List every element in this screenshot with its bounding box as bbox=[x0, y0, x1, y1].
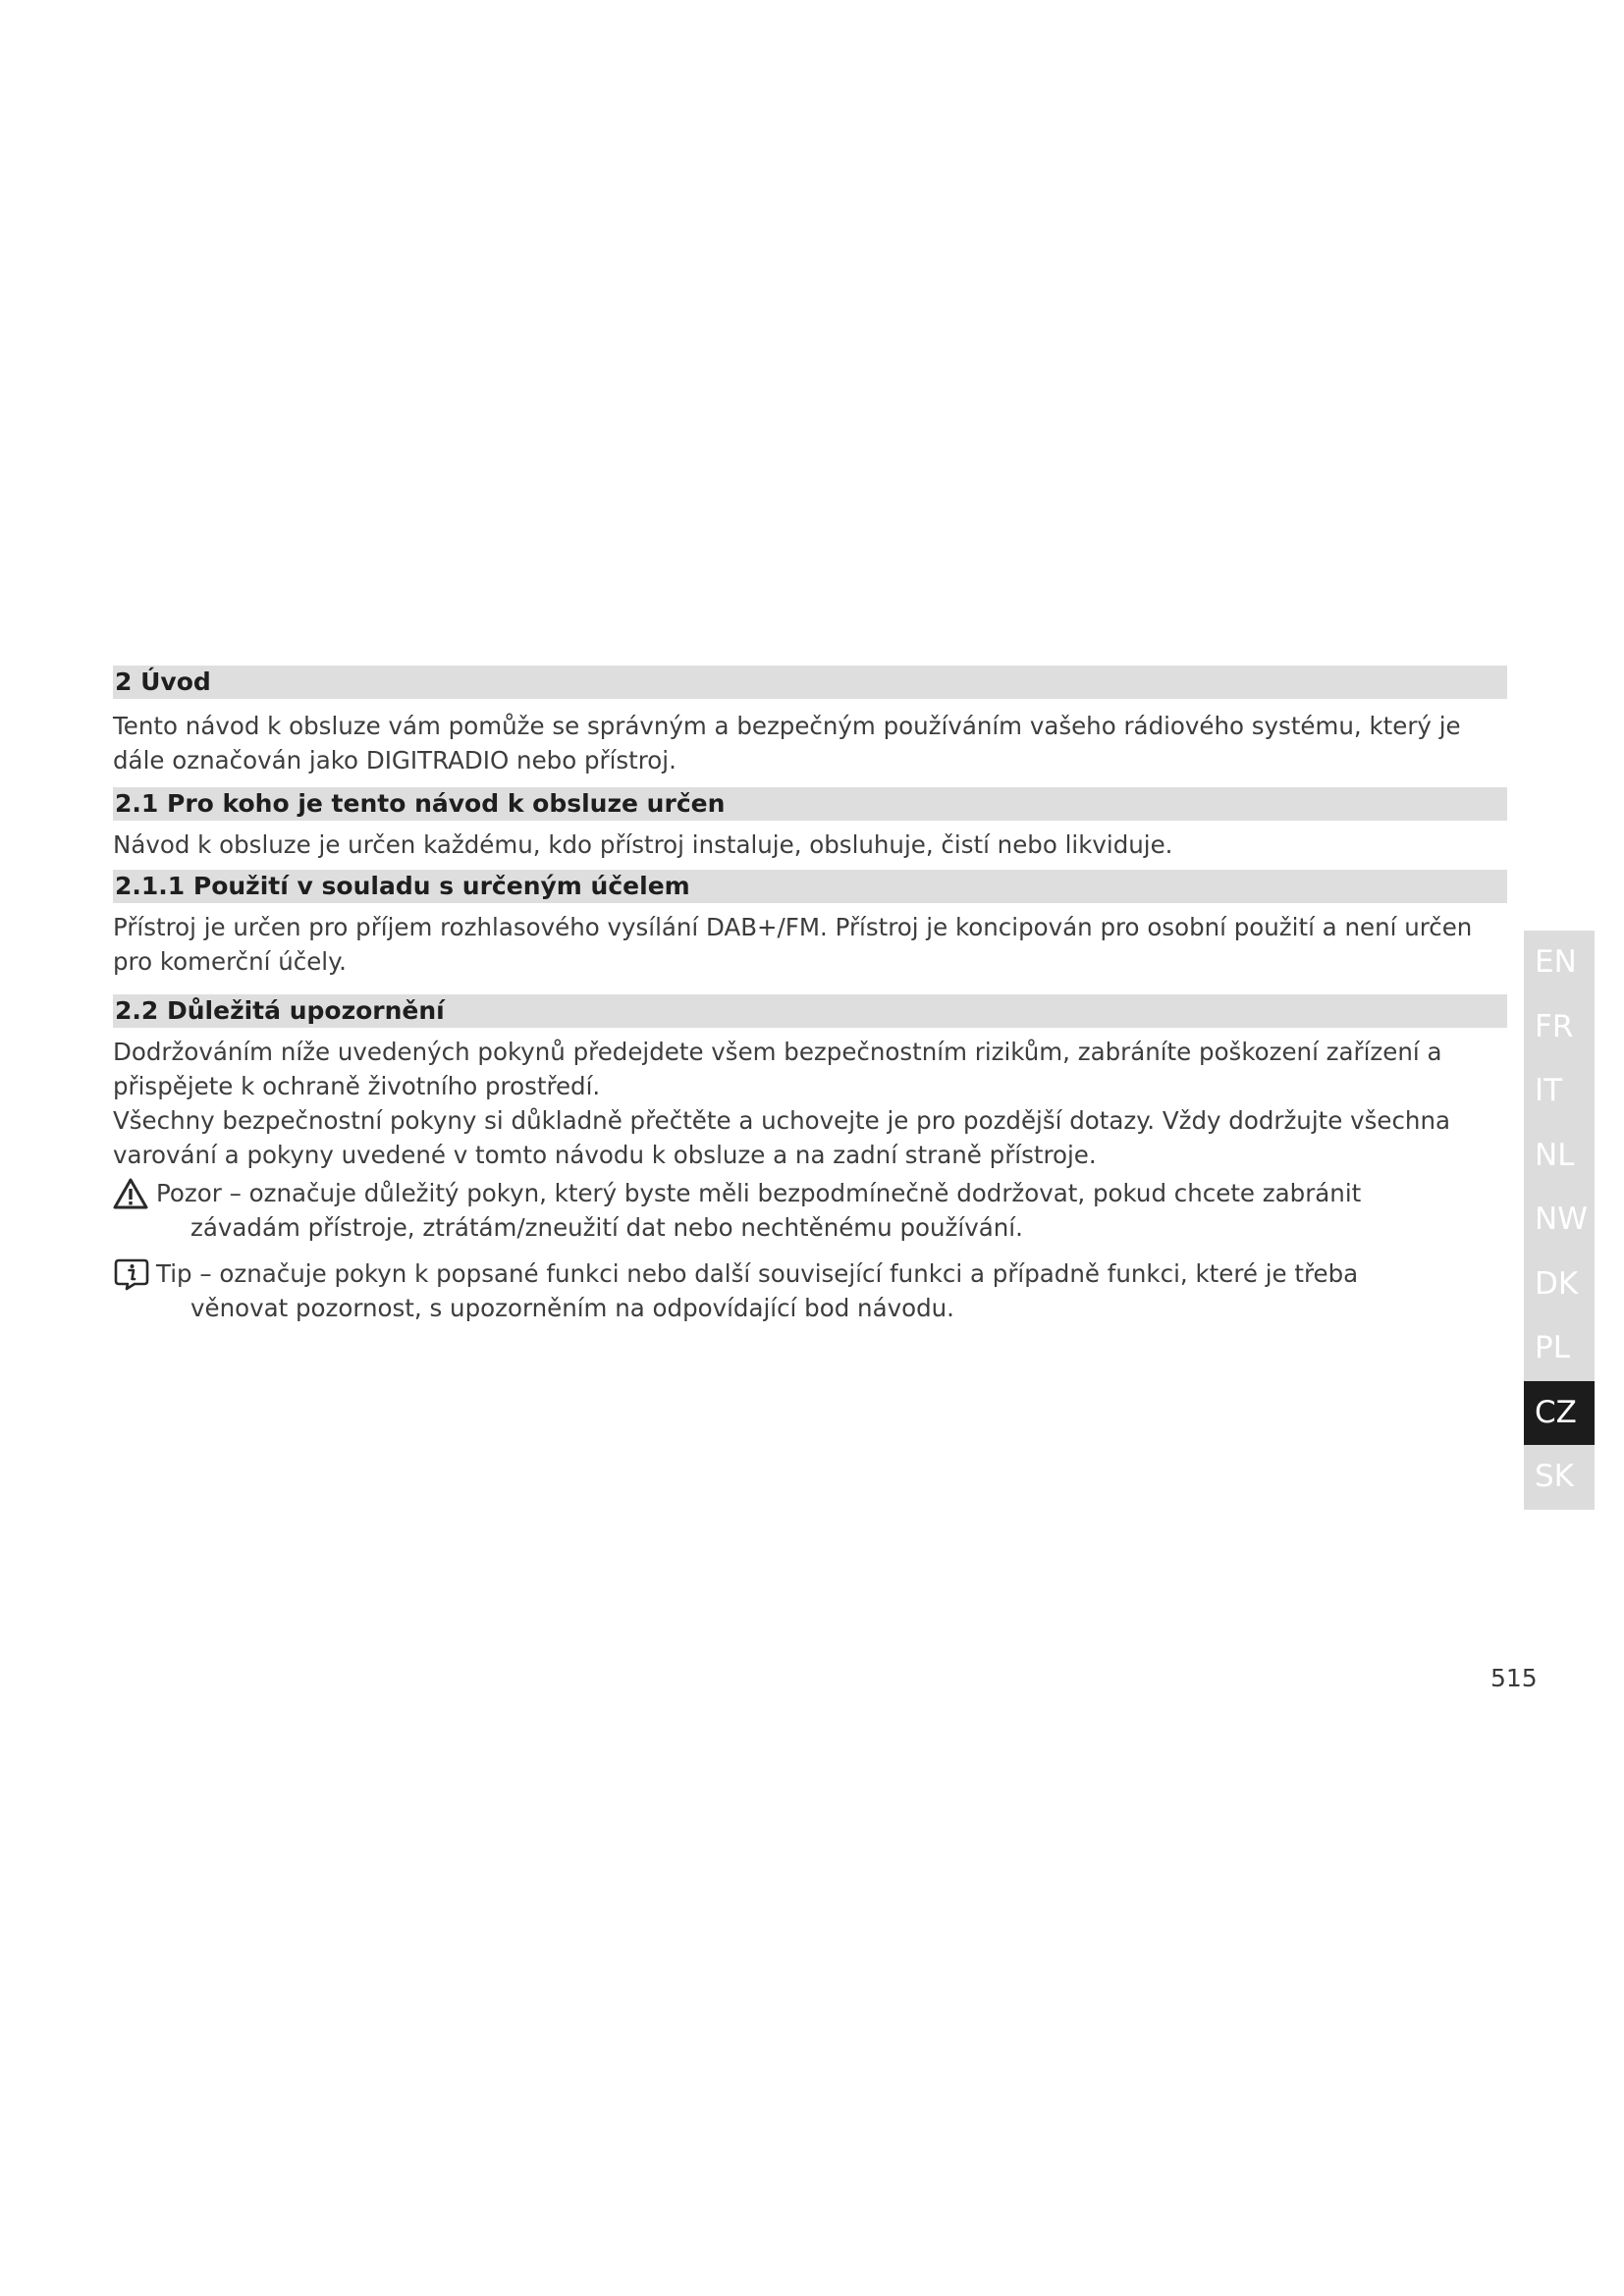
section-heading-pouziti: 2.1.1 Použití v souladu s určeným účelem bbox=[113, 870, 1507, 903]
document-body bbox=[113, 666, 1507, 1325]
warning-note bbox=[113, 1176, 1507, 1245]
language-tab-dk[interactable]: DK bbox=[1524, 1253, 1595, 1317]
section-paragraph: Přístroj je určen pro příjem rozhlasového vysílání DAB+/FM. Přístroj je koncipován pro osobní použití a není určen pro komerční účely. bbox=[113, 913, 1473, 976]
language-tab-it[interactable]: IT bbox=[1524, 1059, 1595, 1124]
page-number: 515 bbox=[1490, 1664, 1538, 1692]
section-heading-pro-koho: 2.1 Pro koho je tento návod k obsluze určen bbox=[113, 787, 1507, 821]
language-tab-fr[interactable]: FR bbox=[1524, 995, 1595, 1060]
section-heading-upozorneni: 2.2 Důležitá upozornění bbox=[113, 994, 1507, 1028]
info-icon bbox=[113, 1256, 156, 1291]
language-tab-nw[interactable]: NW bbox=[1524, 1188, 1595, 1253]
tip-text: Tip – označuje pokyn k popsané funkci nebo další související funkci a případně funkci, které je třeba věnovat pozornost, s upozorněním na odpovídající bod návodu. bbox=[156, 1259, 1359, 1322]
section-heading-uvod: 2 Úvod bbox=[113, 666, 1507, 699]
section-paragraph: Všechny bezpečnostní pokyny si důkladně přečtěte a uchovejte je pro pozdější dotazy. Vždy dodržujte všechna varování a pokyny uvedené v tomto návodu k obsluze a na zadní straně přístroje. bbox=[113, 1106, 1450, 1169]
tip-note bbox=[113, 1256, 1507, 1325]
section-paragraph: Tento návod k obsluze vám pomůže se správným a bezpečným používáním vašeho rádiového systému, který je dále označován jako DIGITRADIO nebo přístroj. bbox=[113, 712, 1461, 774]
warning-icon bbox=[113, 1176, 156, 1210]
language-tab-sk[interactable]: SK bbox=[1524, 1445, 1595, 1510]
language-tab-nl[interactable]: NL bbox=[1524, 1124, 1595, 1189]
language-tab-pl[interactable]: PL bbox=[1524, 1316, 1595, 1381]
section-paragraph: Návod k obsluze je určen každému, kdo přístroj instaluje, obsluhuje, čistí nebo likviduje. bbox=[113, 830, 1173, 859]
language-tab-cz[interactable]: CZ bbox=[1524, 1381, 1595, 1446]
language-tabs bbox=[1524, 931, 1595, 1510]
warning-text: Pozor – označuje důležitý pokyn, který byste měli bezpodmínečně dodržovat, pokud chcete zabránit závadám přístroje, ztrátám/zneužití dat nebo nechtěnému používání. bbox=[156, 1179, 1362, 1242]
section-paragraph: Dodržováním níže uvedených pokynů předejdete všem bezpečnostním rizikům, zabráníte poškození zařízení a přispějete k ochraně životního prostředí. bbox=[113, 1038, 1442, 1100]
language-tab-en[interactable]: EN bbox=[1524, 931, 1595, 995]
